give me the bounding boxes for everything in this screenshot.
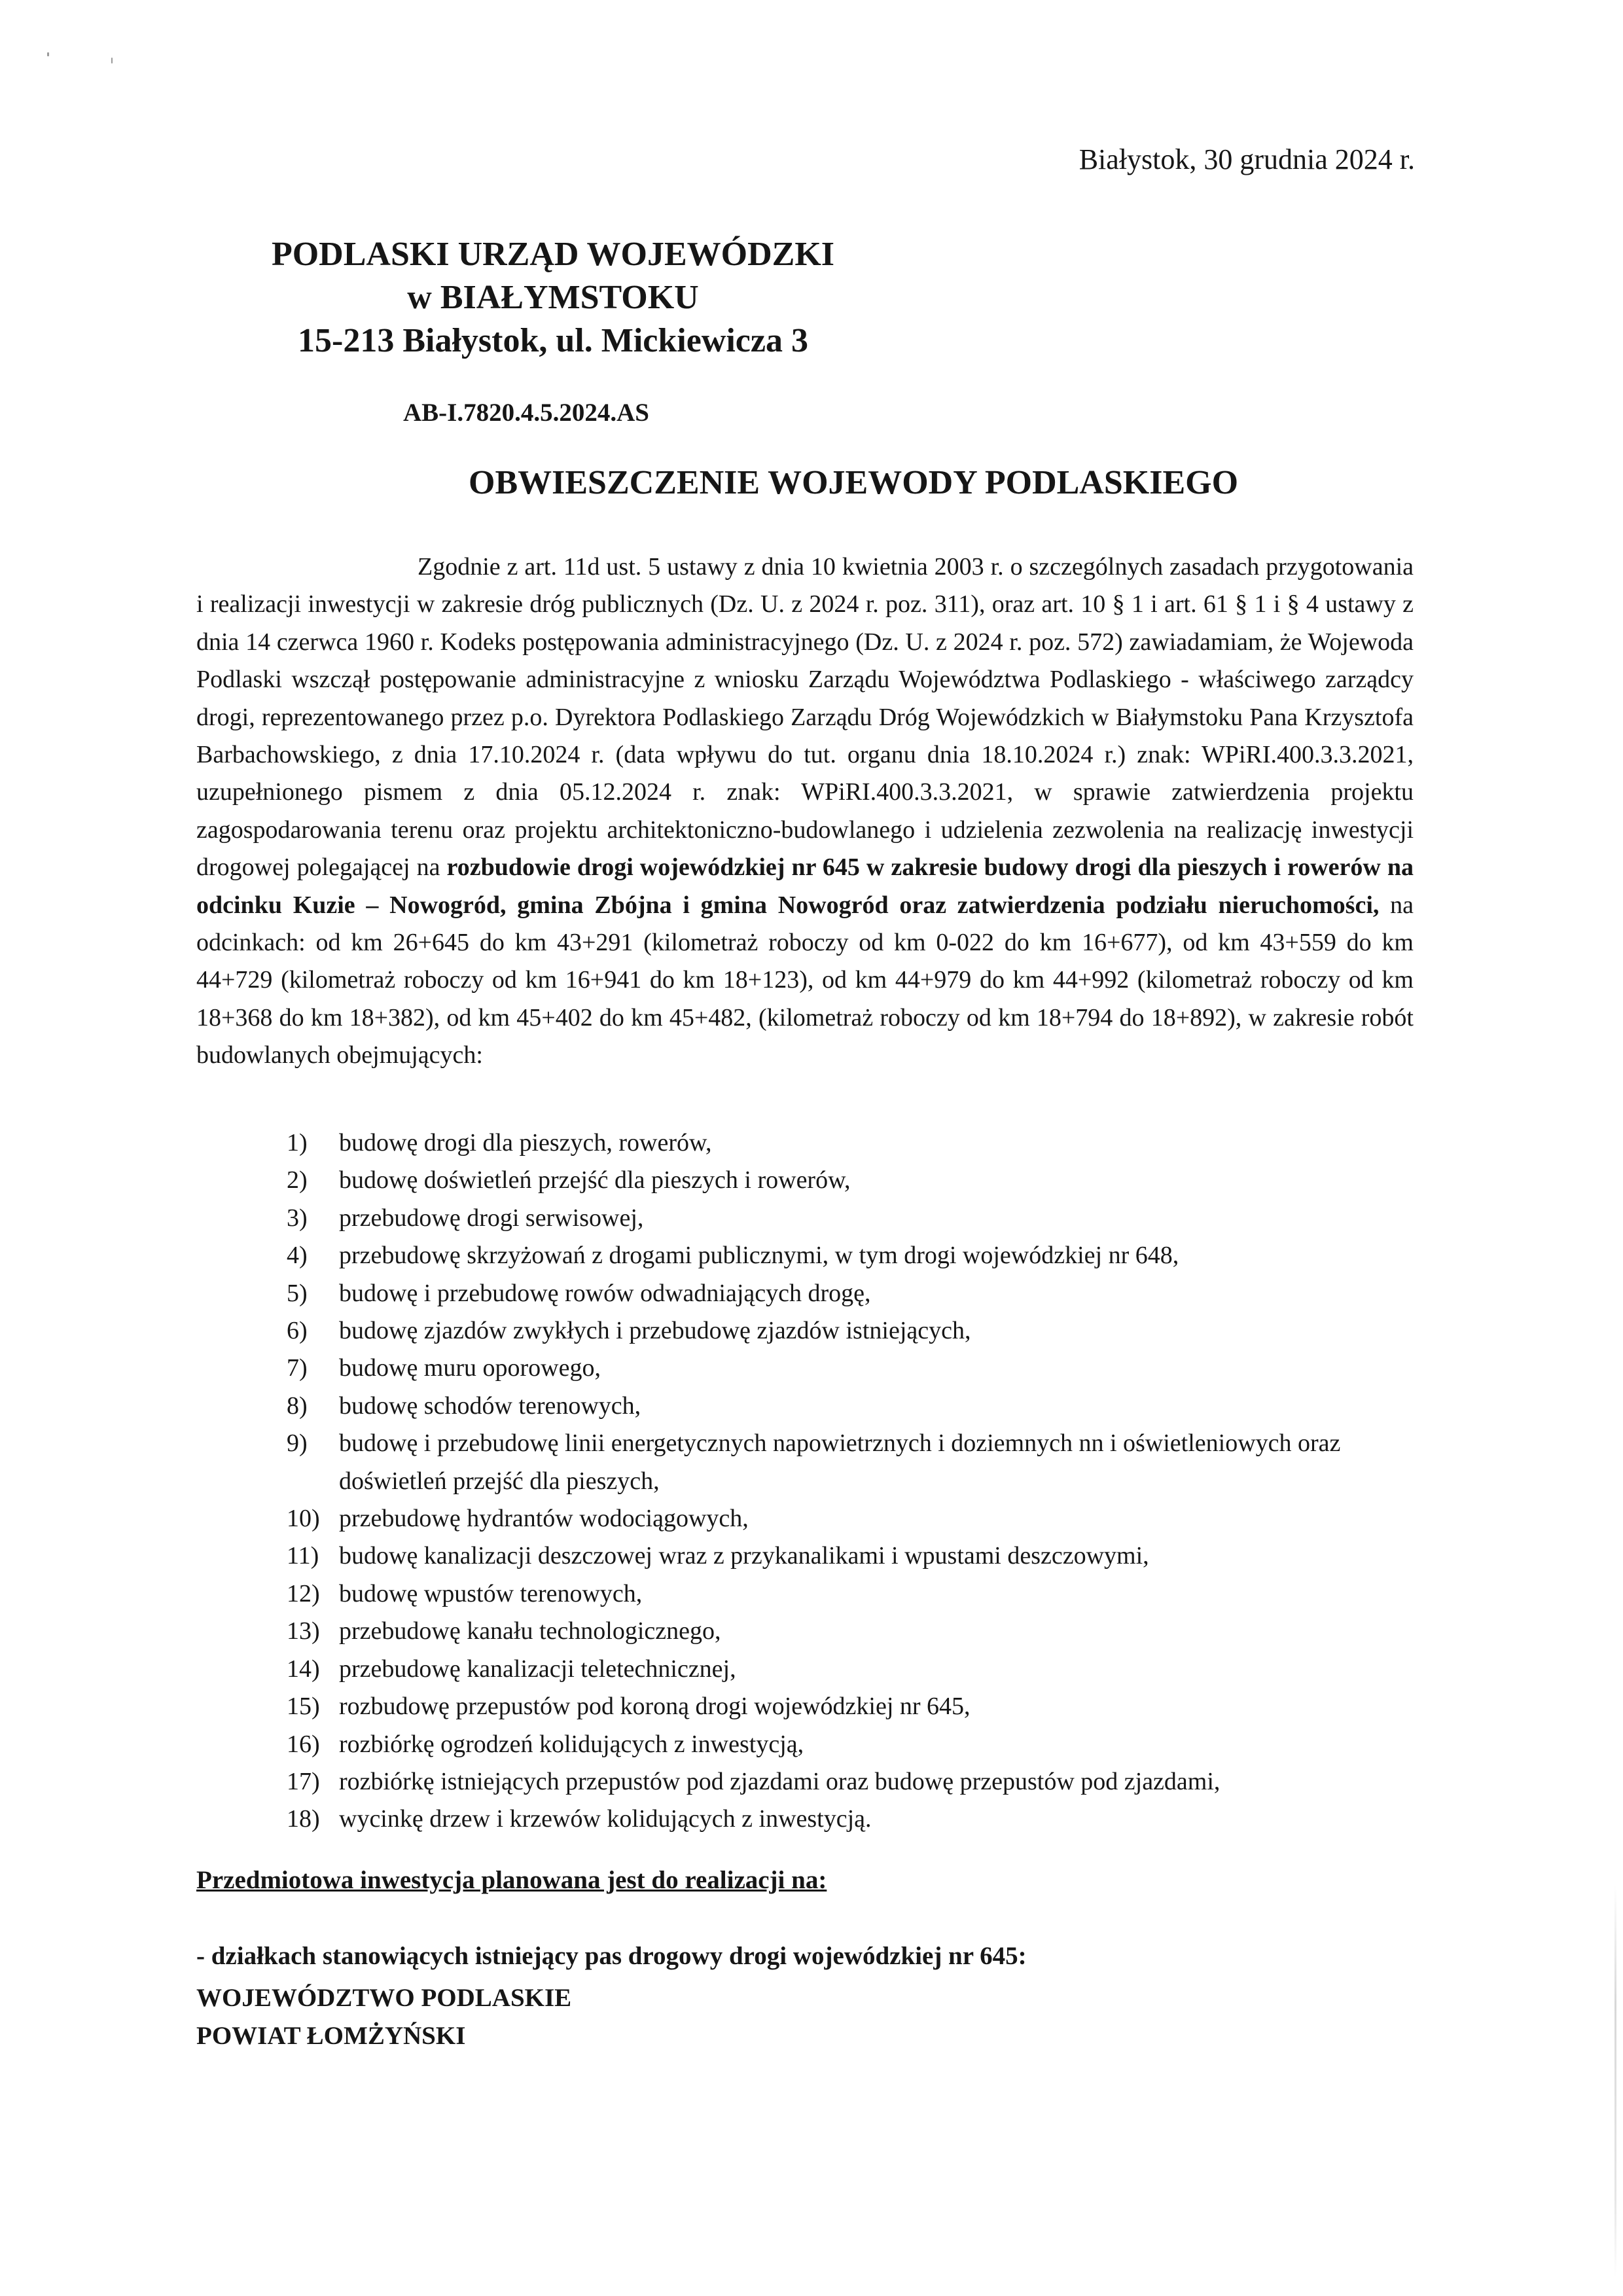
notice-body bbox=[196, 548, 1414, 1075]
list-item-number: 5) bbox=[287, 1279, 308, 1307]
works-list-item bbox=[287, 1726, 1414, 1763]
works-list-item bbox=[287, 1200, 1414, 1237]
location-subheading: Przedmiotowa inwestycja planowana jest do realizacji na: bbox=[196, 1866, 827, 1894]
works-list-item bbox=[287, 1275, 1414, 1312]
list-item-number: 7) bbox=[287, 1354, 308, 1382]
works-list-item bbox=[287, 1312, 1414, 1350]
list-item-number: 15) bbox=[287, 1693, 320, 1721]
list-item-number: 10) bbox=[287, 1505, 320, 1533]
list-item-number: 6) bbox=[287, 1317, 308, 1345]
parcels-intro: - działkach stanowiących istniejący pas drogowy drogi wojewódzkiej nr 645: bbox=[196, 1942, 1027, 1970]
list-item-text: wycinkę drzew i krzewów kolidujących z inwestycją. bbox=[339, 1805, 872, 1833]
administrative-region bbox=[196, 1979, 571, 2055]
works-list bbox=[287, 1124, 1414, 1839]
list-item-text: przebudowę skrzyżowań z drogami publicznymi, w tym drogi wojewódzkiej nr 648, bbox=[339, 1242, 1179, 1270]
works-list-item bbox=[287, 1124, 1414, 1162]
list-item-text: budowę i przebudowę rowów odwadniających drogę, bbox=[339, 1279, 871, 1307]
list-item-number: 18) bbox=[287, 1805, 320, 1833]
works-list-item bbox=[287, 1801, 1414, 1838]
list-item-number: 16) bbox=[287, 1730, 320, 1758]
works-list-item bbox=[287, 1388, 1414, 1425]
scan-speck bbox=[111, 58, 113, 63]
list-item-number: 11) bbox=[287, 1542, 319, 1570]
list-item-number: 2) bbox=[287, 1166, 308, 1194]
list-item-text: rozbiórkę istniejących przepustów pod zjazdami oraz budowę przepustów pod zjazdami, bbox=[339, 1767, 1221, 1795]
list-item-text: budowę doświetleń przejść dla pieszych i rowerów, bbox=[339, 1166, 851, 1194]
legal-basis-text: Zgodnie z art. 11d ust. 5 ustawy z dnia 10 kwietnia 2003 r. o szczególnych zasadach przygotowania i realizacji inwestycji w zakresie dróg publicznych (Dz. U. z 2024 r. poz. 311), oraz art. 10 § 1 i art. 61 § 1 i § 4 ustawy z dnia 14 czerwca 1960 r. Kodeks postępowania administracyjnego (Dz. U. z 2024 r. poz. 572) zawiadamiam, że Wojewoda Podlaski wszczął postępowanie administracyjne z wniosku Zarządu Województwa Podlaskiego - właściwego zarządcy drogi, reprezentowanego przez p.o. Dyrektora Podlaskiego Zarządu Dróg Wojewódzkich w Białymstoku Pana Krzysztofa Barbachowskiego, z dnia 17.10.2024 r. (data wpływu do tut. organu dnia 18.10.2024 r.) znak: WPiRI.400.3.3.2021, uzupełnionego pismem z dnia 05.12.2024 r. znak: WPiRI.400.3.3.2021, w sprawie zatwierdzenia projektu zagospodarowania terenu oraz projektu architektoniczno-budowlanego i udzielenia zezwolenia na realizację inwestycji drogowej polegającej na bbox=[196, 553, 1414, 882]
works-list-item bbox=[287, 1688, 1414, 1725]
place-and-date: Białystok, 30 grudnia 2024 r. bbox=[1079, 143, 1415, 175]
list-item-number: 1) bbox=[287, 1129, 308, 1157]
list-item-number: 17) bbox=[287, 1767, 320, 1795]
scan-edge-shadow bbox=[1614, 1885, 1616, 2278]
document-title: OBWIESZCZENIE WOJEWODY PODLASKIEGO bbox=[469, 464, 1239, 501]
list-item-text: rozbudowę przepustów pod koroną drogi wojewódzkiej nr 645, bbox=[339, 1693, 971, 1721]
list-item-number: 3) bbox=[287, 1204, 308, 1232]
issuing-office-header bbox=[242, 233, 864, 363]
list-item-text: przebudowę kanału technologicznego, bbox=[339, 1617, 721, 1645]
list-item-text: budowę muru oporowego, bbox=[339, 1354, 601, 1382]
list-item-text: budowę kanalizacji deszczowej wraz z przykanalikami i wpustami deszczowymi, bbox=[339, 1542, 1149, 1570]
office-address: 15-213 Białystok, ul. Mickiewicza 3 bbox=[298, 322, 808, 359]
list-item-text: budowę zjazdów zwykłych i przebudowę zjazdów istniejących, bbox=[339, 1317, 971, 1345]
list-item-number: 14) bbox=[287, 1655, 320, 1683]
works-list-item bbox=[287, 1237, 1414, 1274]
road-sections-text: na odcinkach: od km 26+645 do km 43+291 (kilometraż roboczy od km 0-022 do km 16+677), od km 43+559 do km 44+729 (kilometraż roboczy od km 16+941 do km 18+123), od km 44+979 do km 44+992 (kilometraż roboczy od km 18+368 do km 18+382), od km 45+402 do km 45+482, (kilometraż roboczy od km 18+794 do 18+892), w zakresie robót budowlanych obejmujących: bbox=[196, 891, 1414, 1069]
list-item-text: budowę schodów terenowych, bbox=[339, 1391, 641, 1420]
works-list-item bbox=[287, 1425, 1414, 1500]
investment-name: rozbudowie drogi wojewódzkiej nr 645 w zakresie budowy drogi dla pieszych i rowerów na odcinku Kuzie – Nowogród, gmina Zbójna i gmina Nowogród oraz zatwierdzenia podziału nieruchomości, bbox=[196, 853, 1414, 919]
works-list-item bbox=[287, 1350, 1414, 1387]
works-list-item bbox=[287, 1500, 1414, 1537]
list-item-number: 4) bbox=[287, 1242, 308, 1270]
works-list-item bbox=[287, 1651, 1414, 1688]
works-list-item bbox=[287, 1537, 1414, 1575]
county-name: POWIAT ŁOMŻYŃSKI bbox=[196, 2022, 466, 2050]
case-reference-number: AB-I.7820.4.5.2024.AS bbox=[403, 399, 649, 427]
office-name: PODLASKI URZĄD WOJEWÓDZKI bbox=[271, 236, 835, 273]
list-item-text: budowę drogi dla pieszych, rowerów, bbox=[339, 1129, 712, 1157]
office-city: w BIAŁYMSTOKU bbox=[407, 279, 699, 316]
list-item-number: 8) bbox=[287, 1391, 308, 1420]
works-list-item bbox=[287, 1162, 1414, 1199]
notice-paragraph bbox=[196, 548, 1414, 1075]
list-item-number: 12) bbox=[287, 1579, 320, 1607]
scan-speck bbox=[47, 52, 49, 56]
list-item-text: rozbiórkę ogrodzeń kolidujących z inwestycją, bbox=[339, 1730, 804, 1758]
list-item-number: 9) bbox=[287, 1429, 308, 1458]
list-item-number: 13) bbox=[287, 1617, 320, 1645]
works-list-item bbox=[287, 1575, 1414, 1613]
list-item-text: przebudowę drogi serwisowej, bbox=[339, 1204, 644, 1232]
list-item-text: budowę wpustów terenowych, bbox=[339, 1579, 643, 1607]
works-list-item bbox=[287, 1763, 1414, 1801]
list-item-text: przebudowę kanalizacji teletechnicznej, bbox=[339, 1655, 736, 1683]
list-item-text: przebudowę hydrantów wodociągowych, bbox=[339, 1505, 749, 1533]
list-item-text: budowę i przebudowę linii energetycznych napowietrznych i doziemnych nn i oświetleniowych oraz doświetleń przejść dla pieszych, bbox=[339, 1429, 1341, 1495]
voivodeship-name: WOJEWÓDZTWO PODLASKIE bbox=[196, 1984, 572, 2012]
works-list-item bbox=[287, 1613, 1414, 1650]
